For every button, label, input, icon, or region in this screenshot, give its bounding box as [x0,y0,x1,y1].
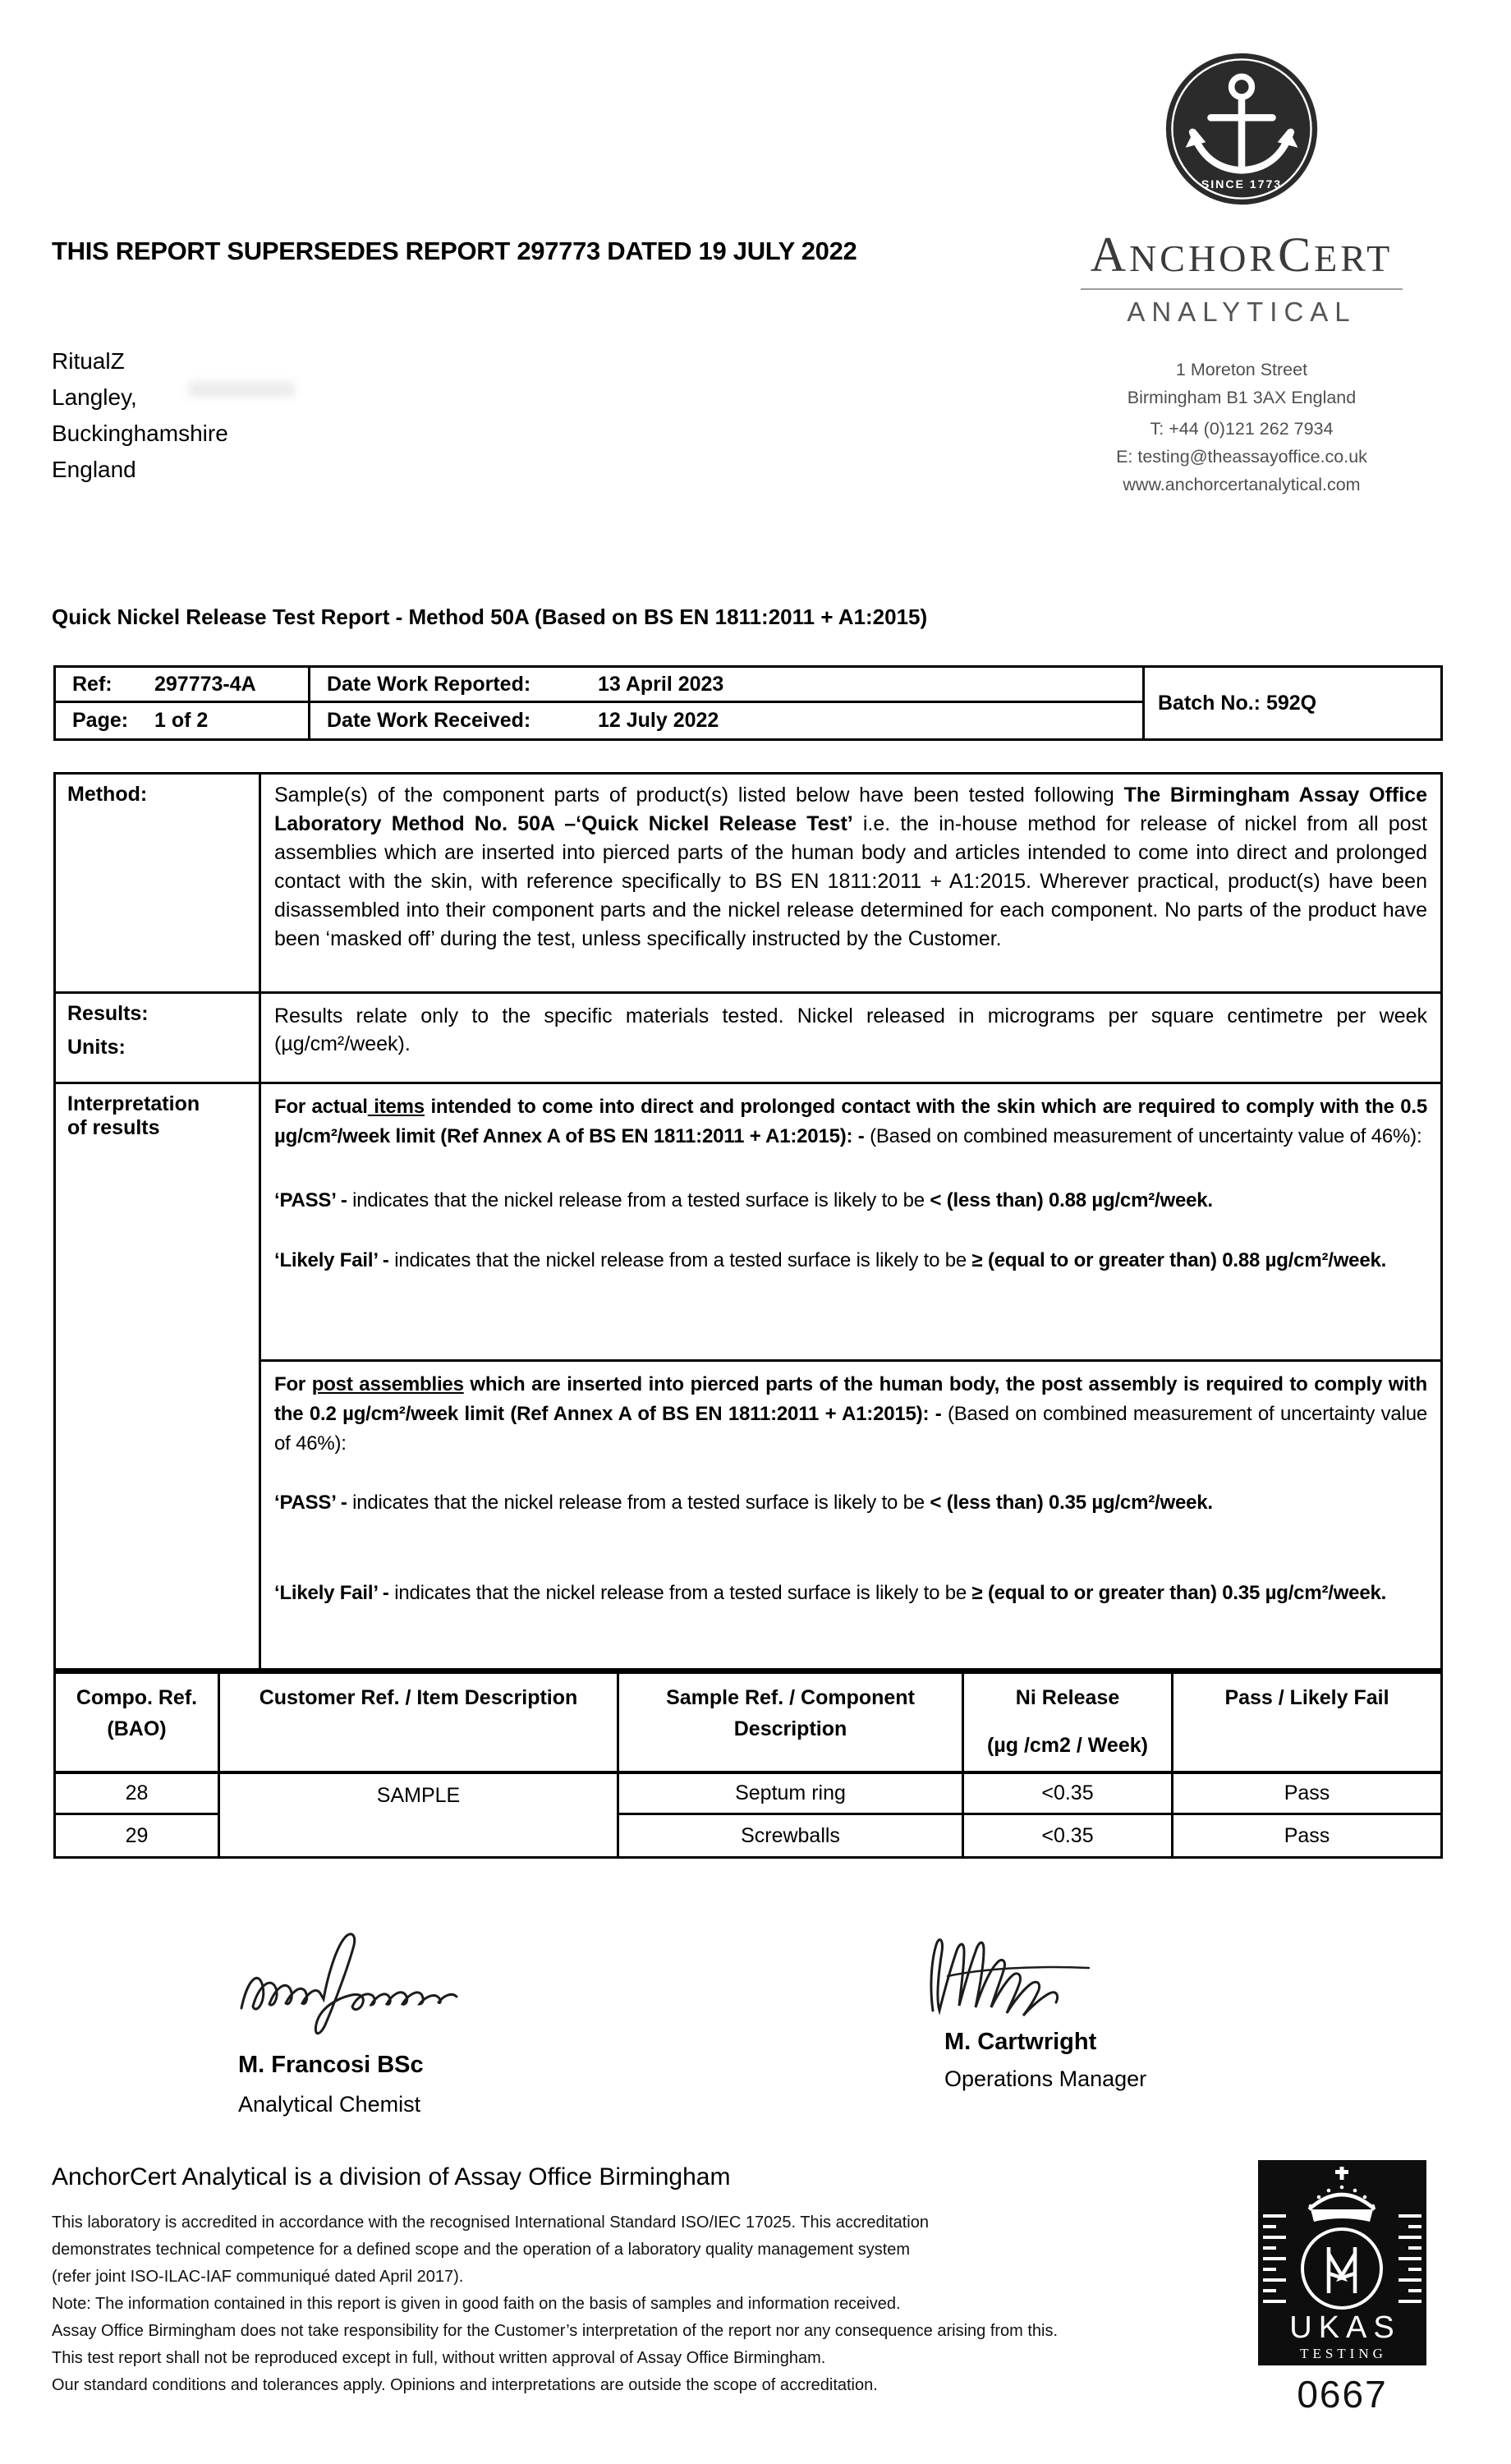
seg-normal: indicates that the nickel release from a tested surface is likely to be [352,1492,930,1514]
smallprint-line: Assay Office Birmingham does not take responsibility for the Customer’s interpretation of the report nor any consequence arising from this. [52,2322,1059,2340]
date-reported-value: 13 April 2023 [598,672,724,696]
header-line: Sample Ref. / Component [666,1686,915,1709]
interpretation-label-line1: Interpretation [67,1092,200,1115]
ref-label: Ref: [72,672,113,696]
seg-underline: items [367,1096,425,1118]
seg-normal: (Based on combined measurement of uncertainty value of 46%): [870,1125,1422,1147]
page-cell [56,703,310,738]
seg-bold: < (less than) 0.88 µg/cm²/week. [930,1189,1213,1211]
brand-letter: C [1278,228,1315,282]
signatory-left-name: M. Francosi BSc [238,2052,424,2078]
table-cell-component: Screwballs [619,1815,964,1856]
date-received-cell [310,703,1145,738]
batch-number: Batch No.: 592Q [1158,691,1317,715]
brand-subtitle: ANALYTICAL [1127,297,1357,327]
date-received-label: Date Work Received: [327,709,531,732]
table-cell-result: Pass [1173,1774,1440,1815]
results-data-table [53,1671,1443,1859]
post-fail-paragraph [274,1579,1427,1608]
lab-phone: T: +44 (0)121 262 7934 [1150,419,1334,439]
lab-address-line2: Birmingham B1 3AX England [1127,388,1357,407]
brand-wordmark [1077,227,1406,283]
lab-email: E: testing@theassayoffice.co.uk [1116,447,1367,467]
interpretation-post-assemblies-block [261,1359,1440,1668]
results-units-label [56,991,261,1082]
smallprint-line: (refer joint ISO-ILAC-IAF communiqué dated April 2017). [52,2268,464,2286]
since-1773-label: SINCE 1773 [1201,178,1283,192]
anchorcert-logo-block [1077,48,1406,499]
division-statement: AnchorCert Analytical is a division of Assay Office Birmingham [52,2163,731,2190]
cartwright-signature [920,1930,1125,2025]
ukas-wordmark: UKAS [1289,2310,1401,2345]
items-limit-paragraph [274,1092,1427,1152]
ref-value: 297773-4A [154,672,256,696]
date-received-value: 12 July 2022 [598,709,719,732]
customer-address-line: Langley, [52,384,137,410]
method-label: Method: [56,775,261,991]
anchor-icon [1164,51,1320,207]
results-label: Results: [67,1002,149,1025]
seg-bold: ‘Likely Fail’ - [274,1249,395,1271]
seg-bold: For actual [274,1096,368,1118]
ref-cell [56,668,310,703]
supersede-notice: THIS REPORT SUPERSEDES REPORT 297773 DATED 19 JULY 2022 [52,237,857,265]
table-cell-customer: SAMPLE [220,1774,619,1856]
seg-normal: indicates that the nickel release from a tested surface is likely to be [394,1249,972,1271]
table-cell-ni: <0.35 [964,1774,1173,1815]
seg-bold: For [274,1373,312,1395]
header-units-line: (µg /cm2 / Week) [987,1734,1148,1757]
header-pass-fail [1173,1674,1440,1774]
seg-bold: ‘Likely Fail’ - [274,1582,395,1604]
seg-bold: < (less than) 0.35 µg/cm²/week. [930,1492,1213,1514]
header-line: (BAO) [107,1717,167,1740]
ukas-testing-logo [1258,2160,1426,2365]
smallprint-line: This laboratory is accredited in accordance with the recognised International Standard ISO/IEC 17025. This accreditation [52,2213,929,2232]
smallprint-line: demonstrates technical competence for a defined scope and the operation of a laboratory quality management system [52,2241,911,2259]
seg-normal: (Based on combined measurement of uncertainty value of 46%): [274,1403,1427,1455]
brand-letters: NCHOR [1129,237,1279,279]
header-line: Description [733,1717,847,1740]
header-customer-ref [220,1674,619,1774]
method-results-table [53,772,1443,1671]
customer-address-line: Buckinghamshire [52,421,228,446]
seg-bold: intended to come into direct and prolonged contact with the skin which are required to comply with the 0.5 µg/cm²/week limit (Ref Annex A of BS EN 1811:2011 + A1:2015): - [274,1096,1427,1147]
header-line: Compo. Ref. [76,1686,198,1709]
brand-letters: ERT [1314,237,1394,279]
items-fail-paragraph [274,1246,1427,1276]
smallprint-line: Note: The information contained in this report is given in good faith on the basis of samples and information received. [52,2295,901,2313]
ukas-testing-label: TESTING [1300,2346,1387,2361]
seg-bold: ‘PASS’ - [274,1492,353,1514]
interpretation-label-line2: of results [67,1116,160,1139]
seg-normal: indicates that the nickel release from a tested surface is likely to be [394,1582,972,1604]
signatory-right-name: M. Cartwright [944,2029,1097,2055]
table-cell-ref: 29 [56,1815,220,1856]
seg-underline: post assemblies [311,1373,464,1395]
seg-normal: indicates that the nickel release from a tested surface is likely to be [352,1189,930,1211]
seg-bold: ≥ (equal to or greater than) 0.35 µg/cm²/week. [971,1582,1387,1604]
table-cell-ni: <0.35 [964,1815,1173,1856]
header-compo-ref [56,1674,220,1774]
seg-bold: ‘PASS’ - [274,1189,353,1211]
report-title: Quick Nickel Release Test Report - Method 50A (Based on BS EN 1811:2011 + A1:2015) [52,605,928,629]
header-ni-release [964,1674,1173,1774]
header-line: Customer Ref. / Item Description [259,1686,578,1709]
post-limit-paragraph [274,1370,1427,1459]
interpretation-items-block [261,1082,1440,1359]
signatory-left-title: Analytical Chemist [238,2092,421,2117]
date-reported-label: Date Work Reported: [327,672,531,696]
customer-address [52,343,228,488]
report-meta-table [53,665,1443,741]
redacted-text [187,381,296,398]
page-label: Page: [72,709,129,732]
lab-address-line1: 1 Moreton Street [1175,360,1308,379]
accreditation-smallprint [52,2209,1259,2399]
header-sample-ref [619,1674,964,1774]
brand-divider [1081,288,1403,290]
units-label: Units: [67,1036,126,1059]
table-cell-ref: 28 [56,1774,220,1815]
method-seg: i.e. the in-house method for release of nickel from all post assemblies which are inserted into pierced parts of the human body and articles intended to come into direct and prolonged contact with the skin, with reference specifically to BS EN 1811:2011 + A1:2015. Wherever practical, product(s) have been disassembled into their component parts and the nickel release determined for each component. No parts of the product have been ‘masked off’ during the test, unless specifically instructed by the Customer. [274,812,1427,950]
brand-letter: A [1090,228,1130,282]
customer-address-line: England [52,457,136,482]
header-line: Pass / Likely Fail [1224,1686,1389,1709]
lab-website: www.anchorcertanalytical.com [1123,475,1361,494]
seg-bold: ≥ (equal to or greater than) 0.88 µg/cm²/week. [971,1249,1387,1271]
francosi-signature [230,1926,485,2049]
customer-name: RitualZ [52,348,125,374]
header-line: Ni Release [1015,1686,1120,1709]
method-text [261,775,1440,991]
results-units-text: Results relate only to the specific materials tested. Nickel released in micrograms per square centimetre per week (µg/cm²/week). [261,991,1440,1082]
method-seg-bold: The Birmingham Assay Office Laboratory Method No. 50A –‘Quick Nickel Release Test’ [274,784,1427,835]
table-cell-result: Pass [1284,1823,1330,1847]
seg-bold: which are inserted into pierced parts of the human body, the post assembly is required to comply with the 0.2 µg/cm²/week limit (Ref Annex A of BS EN 1811:2011 + A1:2015): - [274,1373,1427,1425]
smallprint-line: Our standard conditions and tolerances apply. Opinions and interpretations are outside the scope of accreditation. [52,2376,878,2394]
smallprint-line: This test report shall not be reproduced except in full, without written approval of Assay Office Birmingham. [52,2349,826,2367]
post-pass-paragraph [274,1488,1427,1518]
table-cell-component: Septum ring [619,1774,964,1815]
date-reported-cell [310,668,1145,703]
signatory-right-title: Operations Manager [944,2066,1147,2091]
ukas-accreditation-number: 0667 [1297,2373,1388,2416]
interpretation-label [56,1082,261,1668]
page-value: 1 of 2 [154,709,209,732]
lab-contact-block [1077,356,1406,499]
items-pass-paragraph [274,1186,1427,1216]
method-seg: Sample(s) of the component parts of product(s) listed below have been tested following [274,784,1124,807]
